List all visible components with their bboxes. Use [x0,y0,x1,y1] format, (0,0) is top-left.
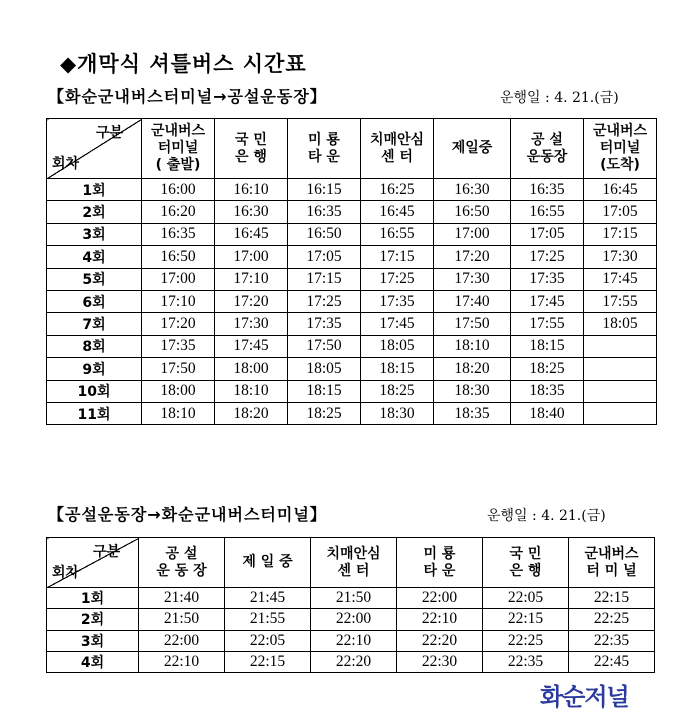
time-cell: 16:45 [215,223,288,245]
time-cell: 18:10 [434,335,511,357]
time-cell: 17:50 [434,313,511,335]
time-cell: 17:35 [511,268,584,290]
row-label: 4회 [47,246,142,268]
column-header: 공 설 운동장 [511,119,584,179]
time-cell: 22:25 [569,609,655,630]
column-header: 제 일 중 [225,538,311,588]
time-cell: 22:20 [311,651,397,672]
time-cell: 18:25 [361,380,434,402]
column-header: 공 설 운 동 장 [139,538,225,588]
time-cell: 17:10 [215,268,288,290]
time-cell: 18:00 [215,358,288,380]
time-cell: 16:30 [434,179,511,201]
time-cell: 17:20 [434,246,511,268]
time-cell: 18:15 [288,380,361,402]
time-cell: 16:25 [361,179,434,201]
time-cell: 17:45 [584,268,657,290]
time-cell: 18:15 [361,358,434,380]
time-cell: 21:45 [225,588,311,609]
time-cell: 22:20 [397,630,483,651]
row-label: 7회 [47,313,142,335]
time-cell: 17:30 [434,268,511,290]
time-cell: 17:15 [584,223,657,245]
time-cell: 17:30 [584,246,657,268]
time-cell: 18:25 [511,358,584,380]
time-cell: 22:00 [311,609,397,630]
table-row [47,290,657,312]
row-label: 2회 [47,609,139,630]
time-cell: 21:50 [139,609,225,630]
time-cell: 17:20 [142,313,215,335]
column-header: 군내버스 터 미 널 [569,538,655,588]
column-header: 미 룡 타 운 [288,119,361,179]
time-cell: 22:35 [483,651,569,672]
time-cell: 18:05 [584,313,657,335]
time-cell: 17:05 [584,201,657,223]
time-cell: 22:35 [569,630,655,651]
row-label: 9회 [47,358,142,380]
time-cell: 17:55 [584,290,657,312]
time-cell: 17:35 [288,313,361,335]
time-cell: 18:20 [215,402,288,424]
time-cell [584,335,657,357]
table-row [47,179,657,201]
time-cell: 17:15 [361,246,434,268]
time-cell: 17:50 [142,358,215,380]
row-label: 4회 [47,651,139,672]
column-header: 국 민 은 행 [483,538,569,588]
row-label: 2회 [47,201,142,223]
time-cell: 16:45 [361,201,434,223]
time-cell [584,380,657,402]
time-cell: 22:15 [225,651,311,672]
column-header: 국 민 은 행 [215,119,288,179]
row-label: 8회 [47,335,142,357]
time-cell: 22:15 [483,609,569,630]
time-cell: 16:55 [511,201,584,223]
time-cell: 17:20 [215,290,288,312]
time-cell: 22:05 [483,588,569,609]
time-cell: 21:55 [225,609,311,630]
time-cell [584,402,657,424]
corner-top-label: 구분 [95,125,123,141]
time-cell: 18:20 [434,358,511,380]
time-cell: 22:15 [569,588,655,609]
column-header: 제일중 [434,119,511,179]
time-cell: 16:35 [511,179,584,201]
row-label: 3회 [47,223,142,245]
time-cell: 22:10 [139,651,225,672]
corner-bottom-label: 회차 [52,156,80,172]
time-cell: 16:00 [142,179,215,201]
time-cell: 17:25 [511,246,584,268]
time-cell: 17:00 [434,223,511,245]
time-cell: 22:10 [397,609,483,630]
time-cell: 17:05 [288,246,361,268]
time-cell: 16:35 [142,223,215,245]
column-header: 치매안심 센 터 [361,119,434,179]
row-label: 1회 [47,179,142,201]
time-cell: 18:35 [434,402,511,424]
time-cell: 21:40 [139,588,225,609]
time-cell: 18:30 [434,380,511,402]
table-row [47,223,657,245]
time-cell: 18:05 [288,358,361,380]
time-cell: 18:10 [215,380,288,402]
section1-heading: 【화순군내버스터미널→공설운동장】 [48,87,327,106]
time-cell: 22:05 [225,630,311,651]
time-cell: 17:25 [288,290,361,312]
time-cell: 18:40 [511,402,584,424]
section2-heading: 【공설운동장→화순군내버스터미널】 [48,505,327,524]
table-row [47,335,657,357]
time-cell: 17:45 [511,290,584,312]
time-cell: 16:50 [434,201,511,223]
table-row [47,380,657,402]
time-cell: 17:35 [142,335,215,357]
table-row [47,402,657,424]
logo-text: 화순저널 [540,683,629,711]
table-row [47,630,655,651]
timetable-return [46,537,655,673]
time-cell: 16:50 [288,223,361,245]
table-row [47,268,657,290]
column-header: 치매안심 센 터 [311,538,397,588]
row-label: 10회 [47,380,142,402]
time-cell: 17:50 [288,335,361,357]
time-cell: 16:55 [361,223,434,245]
row-label: 1회 [47,588,139,609]
time-cell: 22:25 [483,630,569,651]
column-header: 군내버스 터미널 ( 출발) [142,119,215,179]
table-row [47,588,655,609]
time-cell: 18:30 [361,402,434,424]
time-cell: 16:30 [215,201,288,223]
time-cell: 17:55 [511,313,584,335]
row-label: 3회 [47,630,139,651]
row-label: 5회 [47,268,142,290]
corner-top-label: 구분 [92,544,120,560]
time-cell: 17:00 [142,268,215,290]
table-row [47,313,657,335]
table-row [47,651,655,672]
time-cell: 18:10 [142,402,215,424]
corner-header [47,119,142,179]
time-cell: 18:35 [511,380,584,402]
table-row [47,201,657,223]
section1-date: 운행일 : 4. 21.(금) [500,90,619,106]
time-cell: 21:50 [311,588,397,609]
timetable-outbound [46,118,657,425]
row-label: 11회 [47,402,142,424]
time-cell: 22:45 [569,651,655,672]
time-cell: 16:45 [584,179,657,201]
time-cell: 17:40 [434,290,511,312]
time-cell: 22:30 [397,651,483,672]
section2-date: 운행일 : 4. 21.(금) [487,508,606,524]
time-cell: 18:05 [361,335,434,357]
time-cell: 18:25 [288,402,361,424]
time-cell: 16:20 [142,201,215,223]
time-cell: 16:50 [142,246,215,268]
time-cell: 17:05 [511,223,584,245]
time-cell [584,358,657,380]
time-cell: 17:10 [142,290,215,312]
time-cell: 16:35 [288,201,361,223]
table-row [47,358,657,380]
time-cell: 17:15 [288,268,361,290]
table-row [47,246,657,268]
column-header: 군내버스 터미널 (도착) [584,119,657,179]
time-cell: 17:45 [361,313,434,335]
time-cell: 16:10 [215,179,288,201]
time-cell: 22:00 [397,588,483,609]
time-cell: 18:15 [511,335,584,357]
corner-bottom-label: 회차 [52,565,80,581]
table-row [47,609,655,630]
time-cell: 17:30 [215,313,288,335]
row-label: 6회 [47,290,142,312]
page-title: ◆개막식 셔틀버스 시간표 [60,52,307,76]
time-cell: 22:00 [139,630,225,651]
time-cell: 17:35 [361,290,434,312]
time-cell: 22:10 [311,630,397,651]
time-cell: 16:15 [288,179,361,201]
time-cell: 18:00 [142,380,215,402]
corner-header [47,538,139,588]
time-cell: 17:00 [215,246,288,268]
time-cell: 17:25 [361,268,434,290]
column-header: 미 룡 타 운 [397,538,483,588]
time-cell: 17:45 [215,335,288,357]
